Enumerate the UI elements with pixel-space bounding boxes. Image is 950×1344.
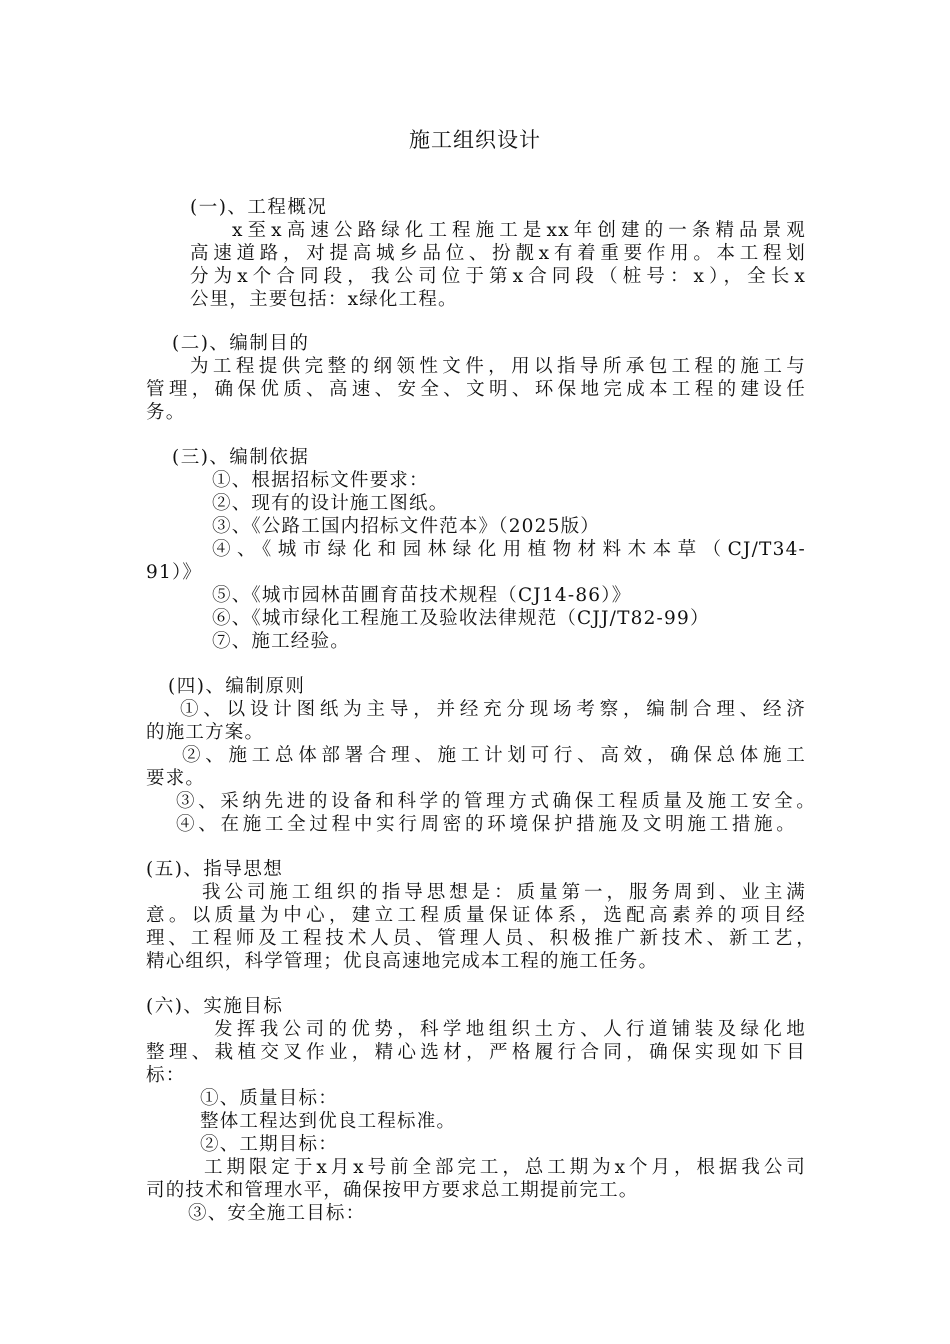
section-1-heading: (一)、工程概况	[190, 197, 328, 218]
section-4-item: ①、以设计图纸为主导，并经充分现场考察，编制合理、经济	[180, 699, 806, 720]
section-3-item: ⑤、《城市园林苗圃育苗技术规程（CJ14-86）》	[212, 585, 632, 606]
section-6-line: 工期限定于x月x号前全部完工，总工期为x个月，根据我公司	[204, 1157, 806, 1178]
section-3-item: ④、《城市绿化和园林绿化用植物材料木本草（CJ/T34-	[212, 539, 806, 560]
section-3-item: ②、现有的设计施工图纸。	[212, 493, 449, 514]
section-6-line: 发挥我公司的优势，科学地组织土方、人行道铺装及绿化地	[214, 1019, 806, 1040]
section-6-line: 标：	[146, 1065, 186, 1086]
section-5-line: 我公司施工组织的指导思想是：质量第一，服务周到、业主满	[202, 882, 806, 903]
section-3-item: ⑥、《城市绿化工程施工及验收法律规范（CJJ/T82-99）	[212, 608, 710, 629]
section-6-line: ①、质量目标：	[200, 1088, 338, 1109]
section-5-line: 理、工程师及工程技术人员、管理人员、积极推广新技术、新工艺，	[146, 928, 816, 949]
section-6-line: ③、安全施工目标：	[188, 1203, 366, 1224]
section-4-item: 的施工方案。	[146, 722, 265, 743]
section-2-heading: (二)、编制目的	[172, 333, 310, 354]
section-5-line: 精心组织，科学管理；优良高速地完成本工程的施工任务。	[146, 951, 659, 972]
section-2-line: 管理，确保优质、高速、安全、文明、环保地完成本工程的建设任	[146, 379, 806, 400]
section-4-item: ④、在施工全过程中实行周密的环境保护措施及文明施工措施。	[176, 814, 796, 835]
section-6-heading: (六)、实施目标	[146, 996, 284, 1017]
section-3-item: ③、《公路工国内招标文件范本》（2025版）	[212, 516, 600, 537]
section-4-item: ③、采纳先进的设备和科学的管理方式确保工程质量及施工安全。	[176, 791, 816, 812]
section-4-heading: (四)、编制原则	[168, 676, 306, 697]
section-6-line: 整理、栽植交叉作业，精心选材，严格履行合同，确保实现如下目	[146, 1042, 806, 1063]
section-5-line: 意。以质量为中心，建立工程质量保证体系，选配高素养的项目经	[146, 905, 806, 926]
section-3-item: ①、根据招标文件要求：	[212, 470, 429, 491]
section-3-item: ⑦、施工经验。	[212, 631, 350, 652]
document-title: 施工组织设计	[409, 128, 541, 152]
section-2-line: 务。	[146, 402, 186, 423]
section-4-item: 要求。	[146, 768, 206, 789]
section-6-line: 整体工程达到优良工程标准。	[200, 1111, 457, 1132]
section-1-line: 公里，主要包括：x绿化工程。	[190, 289, 458, 310]
section-6-line: ②、工期目标：	[200, 1134, 338, 1155]
section-6-line: 司的技术和管理水平，确保按甲方要求总工期提前完工。	[146, 1180, 639, 1201]
section-2-line: 为工程提供完整的纲领性文件，用以指导所承包工程的施工与	[190, 356, 806, 377]
section-4-item: ②、施工总体部署合理、施工计划可行、高效，确保总体施工	[182, 745, 806, 766]
section-3-heading: (三)、编制依据	[172, 447, 310, 468]
section-1-line: 分为x个合同段，我公司位于第x合同段（桩号：x），全长x	[190, 266, 806, 287]
section-1-line: x至x高速公路绿化工程施工是xx年创建的一条精品景观	[232, 220, 806, 241]
section-3-item: 91）》	[146, 562, 203, 583]
section-1-line: 高速道路，对提高城乡品位、扮靓x有着重要作用。本工程划	[190, 243, 806, 264]
section-5-heading: (五)、指导思想	[146, 859, 284, 880]
